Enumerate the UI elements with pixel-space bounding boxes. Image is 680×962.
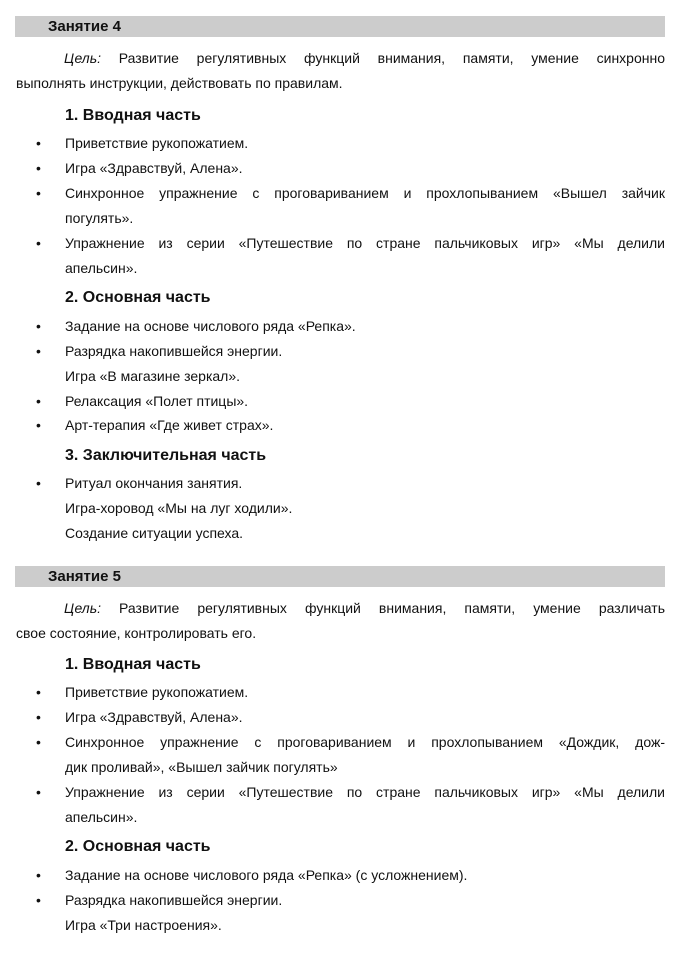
item-text: Задание на основе числового ряда «Репка». bbox=[65, 318, 356, 334]
section-heading: 2. Основная часть bbox=[65, 838, 211, 855]
item-text: Синхронное упражнение с проговариванием и прохлопыванием «Дождик, дож- bbox=[65, 734, 665, 750]
item-text: Игра «Здравствуй, Алена». bbox=[65, 709, 243, 725]
item-text: Приветствие рукопожатием. bbox=[65, 684, 249, 700]
item-text: дик проливай», «Вышел зайчик погулять» bbox=[65, 759, 338, 775]
section-heading: 3. Заключительная часть bbox=[65, 447, 267, 464]
item-text: Игра «Здравствуй, Алена». bbox=[65, 160, 243, 176]
item-text: Упражнение из серии «Путешествие по стране пальчиковых игр» «Мы делили bbox=[65, 235, 665, 251]
bullet-icon: • bbox=[36, 160, 41, 176]
bullet-icon: • bbox=[36, 892, 41, 908]
item-text: Ритуал окончания занятия. bbox=[65, 475, 243, 491]
item-text: Игра-хоровод «Мы на луг ходили». bbox=[65, 500, 293, 516]
goal-label: Цель: bbox=[64, 600, 101, 616]
lesson-title: Занятие 5 bbox=[48, 568, 121, 585]
list-item bbox=[36, 730, 665, 780]
item-text: Игра «В магазине зеркал». bbox=[65, 368, 241, 384]
list-item bbox=[36, 156, 665, 181]
bullet-icon: • bbox=[36, 475, 41, 491]
item-text: Синхронное упражнение с проговариванием и прохлопыванием «Вышел зайчик bbox=[65, 185, 665, 201]
bullet-icon: • bbox=[36, 185, 41, 201]
bullet-icon: • bbox=[36, 684, 41, 700]
section-heading: 2. Основная часть bbox=[65, 289, 211, 306]
goal-text: выполнять инструкции, действовать по правилам. bbox=[16, 75, 343, 91]
item-text: Арт-терапия «Где живет страх». bbox=[65, 417, 274, 433]
item-text: Создание ситуации успеха. bbox=[65, 525, 244, 541]
list-item bbox=[36, 131, 665, 156]
list-item bbox=[36, 863, 665, 888]
goal-text: Развитие регулятивных функций внимания, памяти, умение различать bbox=[119, 600, 665, 616]
item-text: погулять». bbox=[65, 210, 134, 226]
list-item bbox=[36, 314, 665, 339]
bullet-icon: • bbox=[36, 734, 41, 750]
item-text: Разрядка накопившейся энергии. bbox=[65, 892, 283, 908]
lesson-goal bbox=[16, 596, 665, 646]
list-item bbox=[36, 231, 665, 281]
bullet-icon: • bbox=[36, 343, 41, 359]
bullet-icon: • bbox=[36, 235, 41, 251]
item-text: Задание на основе числового ряда «Репка» (с усложнением). bbox=[65, 867, 468, 883]
item-text: Разрядка накопившейся энергии. bbox=[65, 343, 283, 359]
bullet-icon: • bbox=[36, 709, 41, 725]
list-item bbox=[36, 389, 665, 414]
list-item bbox=[36, 705, 665, 730]
list-item bbox=[36, 471, 665, 546]
bullet-icon: • bbox=[36, 318, 41, 334]
list-item bbox=[36, 888, 665, 938]
goal-text: свое состояние, контролировать его. bbox=[16, 625, 257, 641]
lesson-goal bbox=[16, 46, 665, 96]
list-item bbox=[36, 181, 665, 231]
lesson-header bbox=[15, 566, 665, 587]
list-item bbox=[36, 680, 665, 705]
bullet-icon: • bbox=[36, 417, 41, 433]
bullet-icon: • bbox=[36, 393, 41, 409]
item-text: Приветствие рукопожатием. bbox=[65, 135, 249, 151]
item-text: Упражнение из серии «Путешествие по стране пальчиковых игр» «Мы делили bbox=[65, 784, 665, 800]
item-text: Релаксация «Полет птицы». bbox=[65, 393, 249, 409]
bullet-icon: • bbox=[36, 135, 41, 151]
lesson-header bbox=[15, 16, 665, 37]
bullet-icon: • bbox=[36, 784, 41, 800]
item-text: апельсин». bbox=[65, 809, 138, 825]
bullet-icon: • bbox=[36, 867, 41, 883]
goal-label: Цель: bbox=[64, 50, 101, 66]
list-item bbox=[36, 413, 665, 438]
section-heading: 1. Вводная часть bbox=[65, 656, 201, 673]
lesson-title: Занятие 4 bbox=[48, 18, 121, 35]
item-text: апельсин». bbox=[65, 260, 138, 276]
list-item bbox=[36, 339, 665, 389]
item-text: Игра «Три настроения». bbox=[65, 917, 222, 933]
section-heading: 1. Вводная часть bbox=[65, 107, 201, 124]
list-item bbox=[36, 780, 665, 830]
goal-text: Развитие регулятивных функций внимания, памяти, умение синхронно bbox=[118, 50, 665, 66]
